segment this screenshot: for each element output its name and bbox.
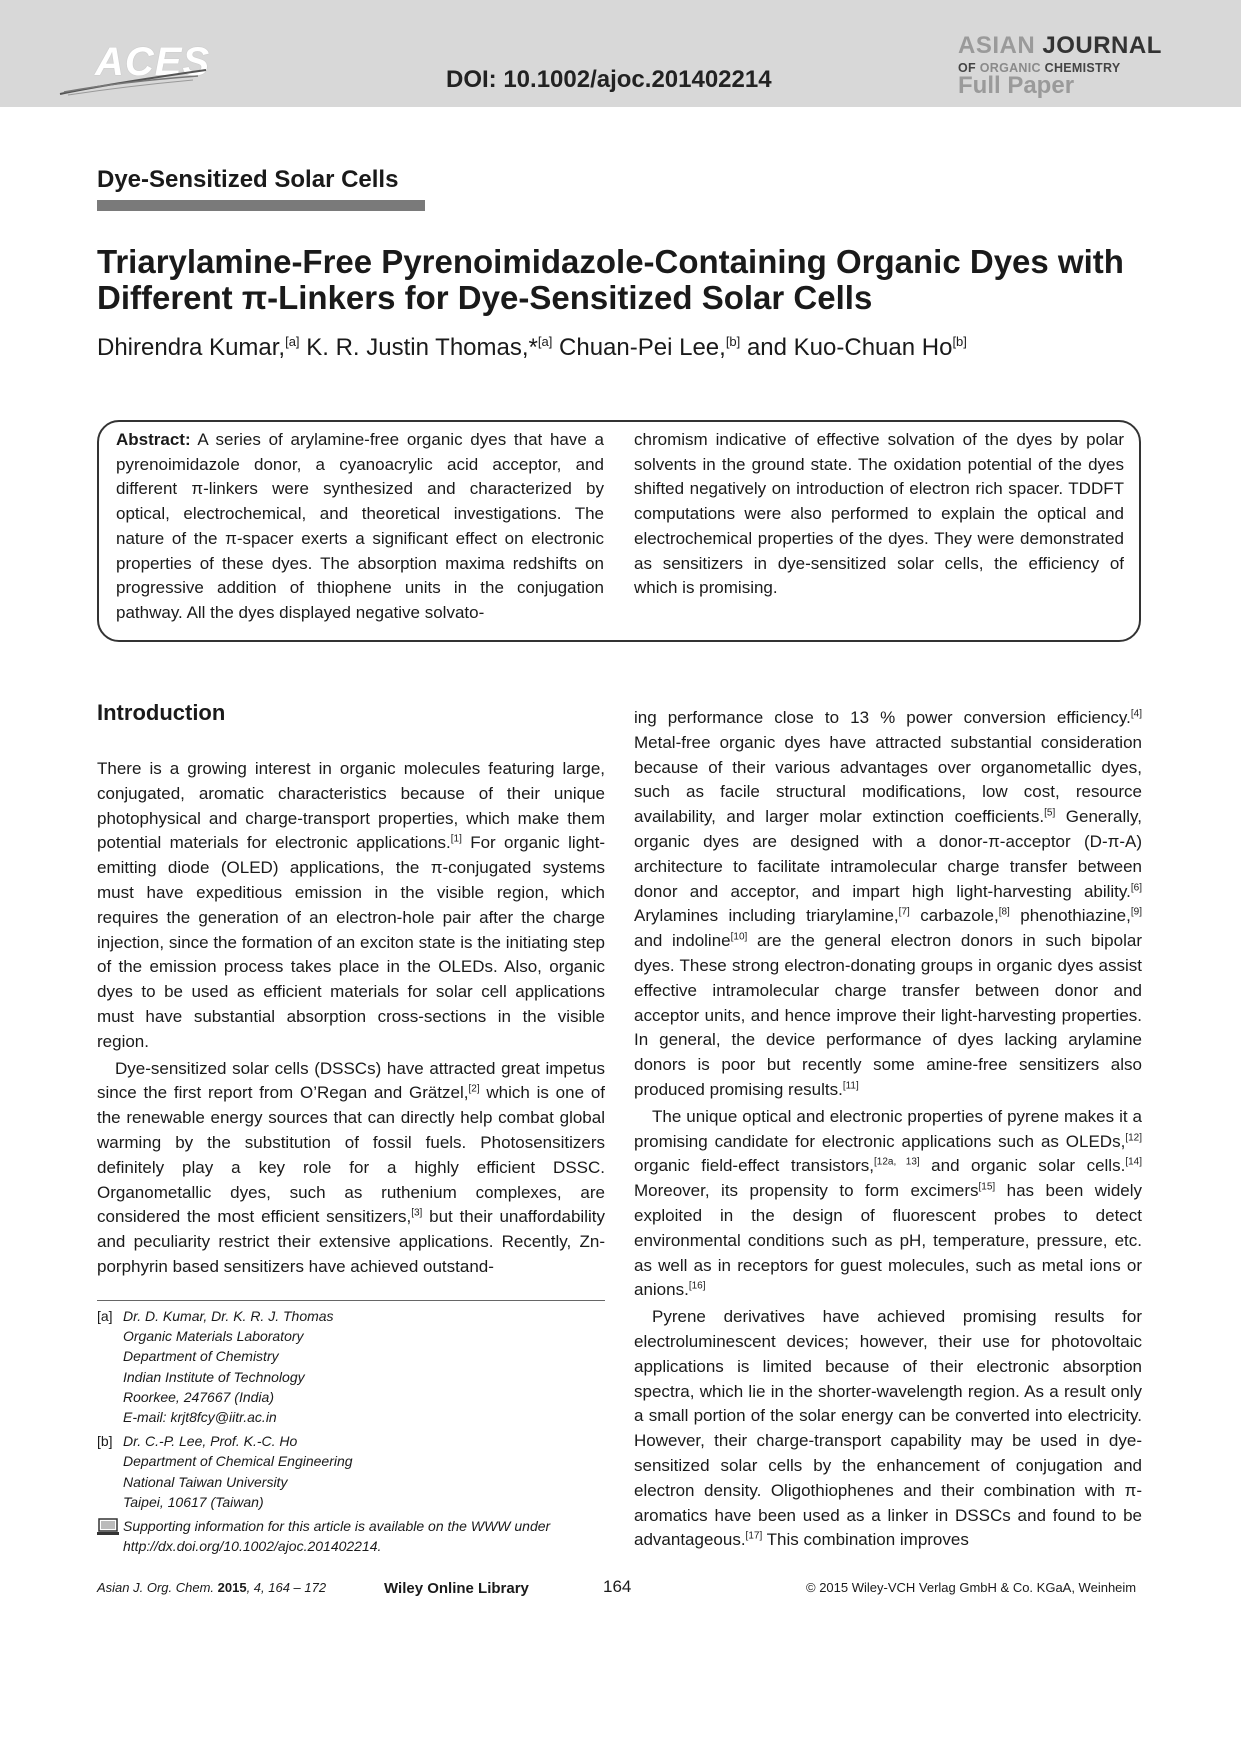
section-bar [97, 200, 425, 211]
computer-icon [97, 1518, 119, 1536]
citation: [12] [1125, 1131, 1142, 1143]
abstract-right: chromism indicative of effective solvation of the dyes by polar solvents in the ground state. The oxidation potential of the dyes shifted negatively on introduction of electron rich spacer. TDDFT computations were also performed to explain the optical and electrochemical properties of the dyes. They were demonstrated as sensitizers in dye-sensitized solar cells, the efficiency of which is promising. [634, 430, 1124, 598]
citation: [5] [1044, 807, 1056, 819]
intro-heading: Introduction [97, 700, 226, 725]
footer-library[interactable]: Wiley Online Library [384, 1580, 529, 1597]
paragraph: ing performance close to 13 % power conversion efficiency.[4] Metal-free organic dyes have attracted substantial consideration because of their various advantages over organometallic dyes, such as facile structural modifications, low cost, resource availability, and larger molar extinction coefficients.[5] Generally, organic dyes are designed with a donor-π-acceptor (D-π-A) architecture to facilitate intramolecular charge transfer between donor and acceptor, and impart high light-harvesting ability.[6] Arylamines including triarylamine,[7] carbazole,[8] phenothiazine,[9] and indoline[10] are the general electron donors in such bipolar dyes. These strong electron-donating groups in organic dyes assist effective intramolecular charge transfer between donor and acceptor units, and hence improve their light-harvesting properties. In general, the device performance of dyes lacking arylamine donors is poor but recently some amine-free sensitizers also produced promising results.[11] [634, 708, 1142, 1099]
citation: [17] [745, 1530, 763, 1542]
journal-name: ASIAN JOURNAL OF ORGANIC CHEMISTRY Full Paper [958, 32, 1162, 99]
doi[interactable]: DOI: 10.1002/ajoc.201402214 [446, 66, 772, 93]
citation: [15] [978, 1181, 996, 1193]
author: Chuan-Pei Lee, [559, 334, 726, 361]
citation: [11] [842, 1080, 859, 1092]
citation: [7] [898, 906, 910, 918]
citation: [3] [411, 1207, 423, 1219]
footnotes [97, 1306, 605, 1558]
footnote-rule [97, 1300, 605, 1301]
aces-logo: ACES [95, 40, 211, 84]
section-label: Dye-Sensitized Solar Cells [97, 166, 399, 193]
supporting-info-link[interactable]: http://dx.doi.org/10.1002/ajoc.201402214. [123, 1538, 382, 1555]
body-column-right [634, 706, 1142, 1553]
article-title: Triarylamine-Free Pyrenoimidazole-Containing Organic Dyes with Different π-Linkers for Dye-Sensitized Solar Cells [97, 243, 1124, 316]
abstract-left: Abstract: A series of arylamine-free organic dyes that have a pyrenoimidazole donor, a cyanoacrylic acid acceptor, and different π-linkers were synthesized and characterized by optical, electrochemical, and theoretical investigations. The nature of the π-spacer exerts a significant effect on electronic properties of these dyes. The absorption maxima redshifts on progressive addition of thiophene units in the conjugation pathway. All the dyes displayed negative solvato- [116, 430, 604, 622]
author: and Kuo-Chuan Ho [746, 334, 953, 361]
footer-copyright: © 2015 Wiley-VCH Verlag GmbH & Co. KGaA, Weinheim [806, 1580, 1137, 1595]
body-column-left [97, 757, 605, 1280]
paragraph: Dye-sensitized solar cells (DSSCs) have attracted great impetus since the first report from O’Regan and Grätzel,[2] which is one of the renewable energy sources that can directly help combat global warming by the substitution of fossil fuels. Photosensitizers definitely play a key role for a highly efficient DSSC. Organometallic dyes, such as ruthenium complexes, are considered the most efficient sensitizers,[3] but their unaffordability and peculiarity restrict their extensive applications. Recently, Zn-porphyrin based sensitizers have achieved outstand- [97, 1058, 605, 1276]
citation: [12a, 13] [873, 1156, 920, 1168]
citation: [2] [468, 1083, 480, 1095]
citation: [16] [688, 1280, 706, 1292]
footnote-supporting-info: Supporting information for this article is available on the WWW under http://dx.doi.org/10.1002/ajoc.201402214. [97, 1516, 605, 1556]
footer-citation: Asian J. Org. Chem. 2015, 4, 164 – 172 [97, 1580, 327, 1595]
aces-swoosh-icon [58, 62, 208, 98]
citation: [6] [1130, 881, 1142, 893]
paragraph: The unique optical and electronic properties of pyrene makes it a promising candidate for electronic applications such as OLEDs,[12] organic field-effect transistors,[12a, 13] and organic solar cells.[14] Moreover, its propensity to form excimers[15] has been widely exploited in the design of fluorescent probes to detect environmental conditions such as pH, temperature, pressure, etc. as well as in receptors for guest molecules, such as metal ions or anions.[16] [634, 1106, 1142, 1300]
citation: [4] [1130, 708, 1142, 720]
paragraph: There is a growing interest in organic molecules featuring large, conjugated, aromatic characteristics because of their unique photophysical and charge-transport properties, which make them potential materials for electronic applications.[1] For organic light-emitting diode (OLED) applications, the π-conjugated systems must have expeditious emission in the visible region, which requires the generation of an electron-hole pair after the charge injection, since the formation of an exciton state is the initiating step of the emission process takes place in the OLEDs. Also, organic dyes to be used as efficient materials for solar cell applications must have substantial absorption cross-sections in the visible region. [97, 759, 606, 1051]
footnote-a: [a] Dr. D. Kumar, Dr. K. R. J. Thomas Organic Materials Laboratory Department of Chemistry Indian Institute of Technology Roorkee, 247667 (India) E-mail: krjt8fcy@iitr.ac.in [97, 1306, 605, 1427]
author: K. R. Justin Thomas,* [306, 334, 538, 361]
citation: [8] [998, 906, 1010, 918]
page-number: 164 [603, 1577, 632, 1596]
paragraph: Pyrene derivatives have achieved promising results for electroluminescent devices; however, their use for photovoltaic applications is limited because of their electronic absorption spectra, which lie in the shorter-wavelength region. As a result only a small portion of the solar energy can be converted into electricity. However, their charge-transport capability may be used in dye-sensitized solar cells by the enhancement of conjugation and electron density. Oligothiophenes and their combination with π-aromatics have been used as a linker in DSSCs and found to be advantageous.[17] This combination improves [634, 1307, 1142, 1550]
citation: [14] [1125, 1156, 1142, 1168]
citation: [10] [730, 931, 748, 943]
article-type: Full Paper [958, 72, 1075, 99]
citation: [9] [1130, 906, 1142, 918]
footnote-b: [b] Dr. C.-P. Lee, Prof. K.-C. Ho Department of Chemical Engineering National Taiwan University Taipei, 10617 (Taiwan) [97, 1433, 353, 1510]
author-list: Dhirendra Kumar,[a] K. R. Justin Thomas,*[a] Chuan-Pei Lee,[b] and Kuo-Chuan Ho[b] [97, 334, 967, 361]
citation: [1] [450, 833, 462, 845]
author: Dhirendra Kumar, [97, 334, 286, 361]
email-link[interactable]: E-mail: krjt8fcy@iitr.ac.in [123, 1409, 277, 1426]
abstract-label: Abstract: [116, 430, 191, 449]
